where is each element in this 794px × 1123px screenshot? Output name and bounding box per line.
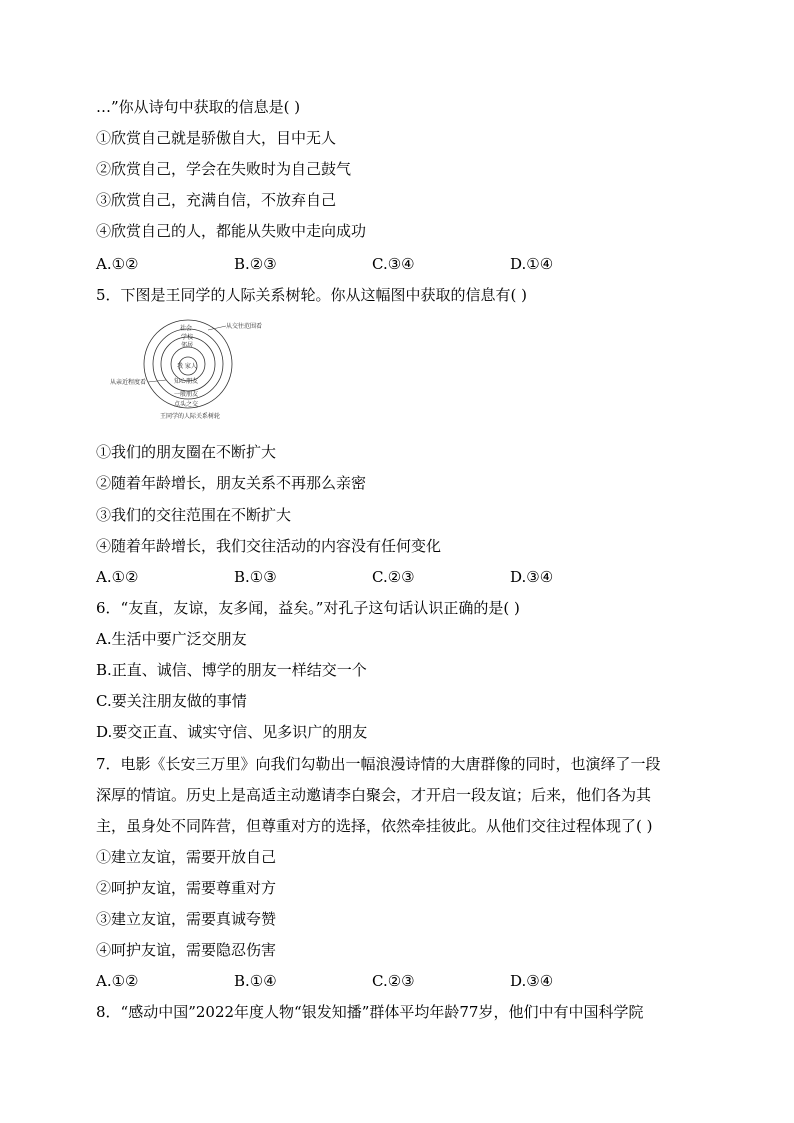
q6-choice-b: B.正直、诚信、博学的朋友一样结交一个 [96, 661, 367, 679]
q5-item-1: ①我们的朋友圈在不断扩大 [96, 443, 277, 461]
q5-item-2: ②随着年龄增长，朋友关系不再那么亲密 [96, 474, 367, 492]
label-close-friends: 知心朋友 [174, 378, 199, 385]
q7-option-b: B.①④ [234, 972, 277, 990]
q4-option-c: C.③④ [372, 255, 415, 273]
label-society: 社会 [180, 325, 193, 332]
q7-item-2: ②呵护友谊，需要尊重对方 [96, 879, 277, 897]
q6-choice-c: C.要关注朋友做的事情 [96, 692, 247, 710]
q5-option-b: B.①③ [234, 568, 277, 586]
q5-stem: 5．下图是王同学的人际关系树轮。你从这幅图中获取的信息有( ) [96, 286, 528, 304]
q5-option-d: D.③④ [510, 568, 554, 586]
q4-item-3: ③欣赏自己，充满自信，不放弃自己 [96, 191, 337, 209]
q7-item-4: ④呵护友谊，需要隐忍伤害 [96, 941, 277, 959]
figure-caption: 王同学的人际关系树轮 [160, 413, 221, 420]
q4-option-d: D.①④ [510, 255, 554, 273]
label-distance: 从亲近程度看 [110, 379, 147, 386]
q7-item-1: ①建立友谊，需要开放自己 [96, 848, 277, 866]
q4-item-1: ①欣赏自己就是骄傲自大，目中无人 [96, 129, 337, 147]
label-center: 我 家人 [177, 363, 197, 370]
q5-option-c: C.②③ [372, 568, 415, 586]
q5-option-a: A.①② [96, 568, 139, 586]
q5-item-4: ④随着年龄增长，我们交往活动的内容没有任何变化 [96, 537, 442, 555]
q7-option-a: A.①② [96, 972, 139, 990]
q4-stem: …”你从诗句中获取的信息是( ) [96, 98, 301, 116]
q4-option-b: B.②③ [234, 255, 277, 273]
q4-option-a: A.①② [96, 255, 139, 273]
label-neighbors: 邻居 [181, 342, 194, 349]
q7-option-d: D.③④ [510, 972, 554, 990]
q8-stem: 8．“感动中国”2022年度人物“银发知播”群体平均年龄77岁，他们中有中国科学院 [96, 1003, 644, 1021]
label-scope: 从交往范围看 [226, 323, 263, 330]
q5-item-3: ③我们的交往范围在不断扩大 [96, 506, 292, 524]
q6-choice-a: A.生活中要广泛交朋友 [96, 630, 247, 648]
label-normal-friends: 一般朋友 [174, 391, 199, 398]
q7-stem-line-3: 主，虽身处不同阵营，但尊重对方的选择，依然牵挂彼此。从他们交往过程体现了( ) [96, 817, 653, 835]
q7-option-c: C.②③ [372, 972, 415, 990]
relationship-ring-diagram [108, 318, 268, 430]
q7-item-3: ③建立友谊，需要真诚夸赞 [96, 910, 277, 928]
q7-stem-line-1: 7．电影《长安三万里》向我们勾勒出一幅浪漫诗情的大唐群像的同时，也演绎了一段 [96, 755, 661, 773]
q4-item-4: ④欣赏自己的人，都能从失败中走向成功 [96, 222, 367, 240]
q6-choice-d: D.要交正直、诚实守信、见多识广的朋友 [96, 723, 368, 741]
label-nod-acquaintance: 点头之交 [174, 401, 199, 408]
q6-stem: 6．“友直，友谅，友多闻，益矣。”对孔子这句话认识正确的是( ) [96, 599, 520, 617]
q7-stem-line-2: 深厚的情谊。历史上是高适主动邀请李白聚会，才开启一段友谊；后来，他们各为其 [96, 786, 652, 804]
label-school: 学校 [181, 334, 194, 341]
q4-item-2: ②欣赏自己，学会在失败时为自己鼓气 [96, 160, 352, 178]
